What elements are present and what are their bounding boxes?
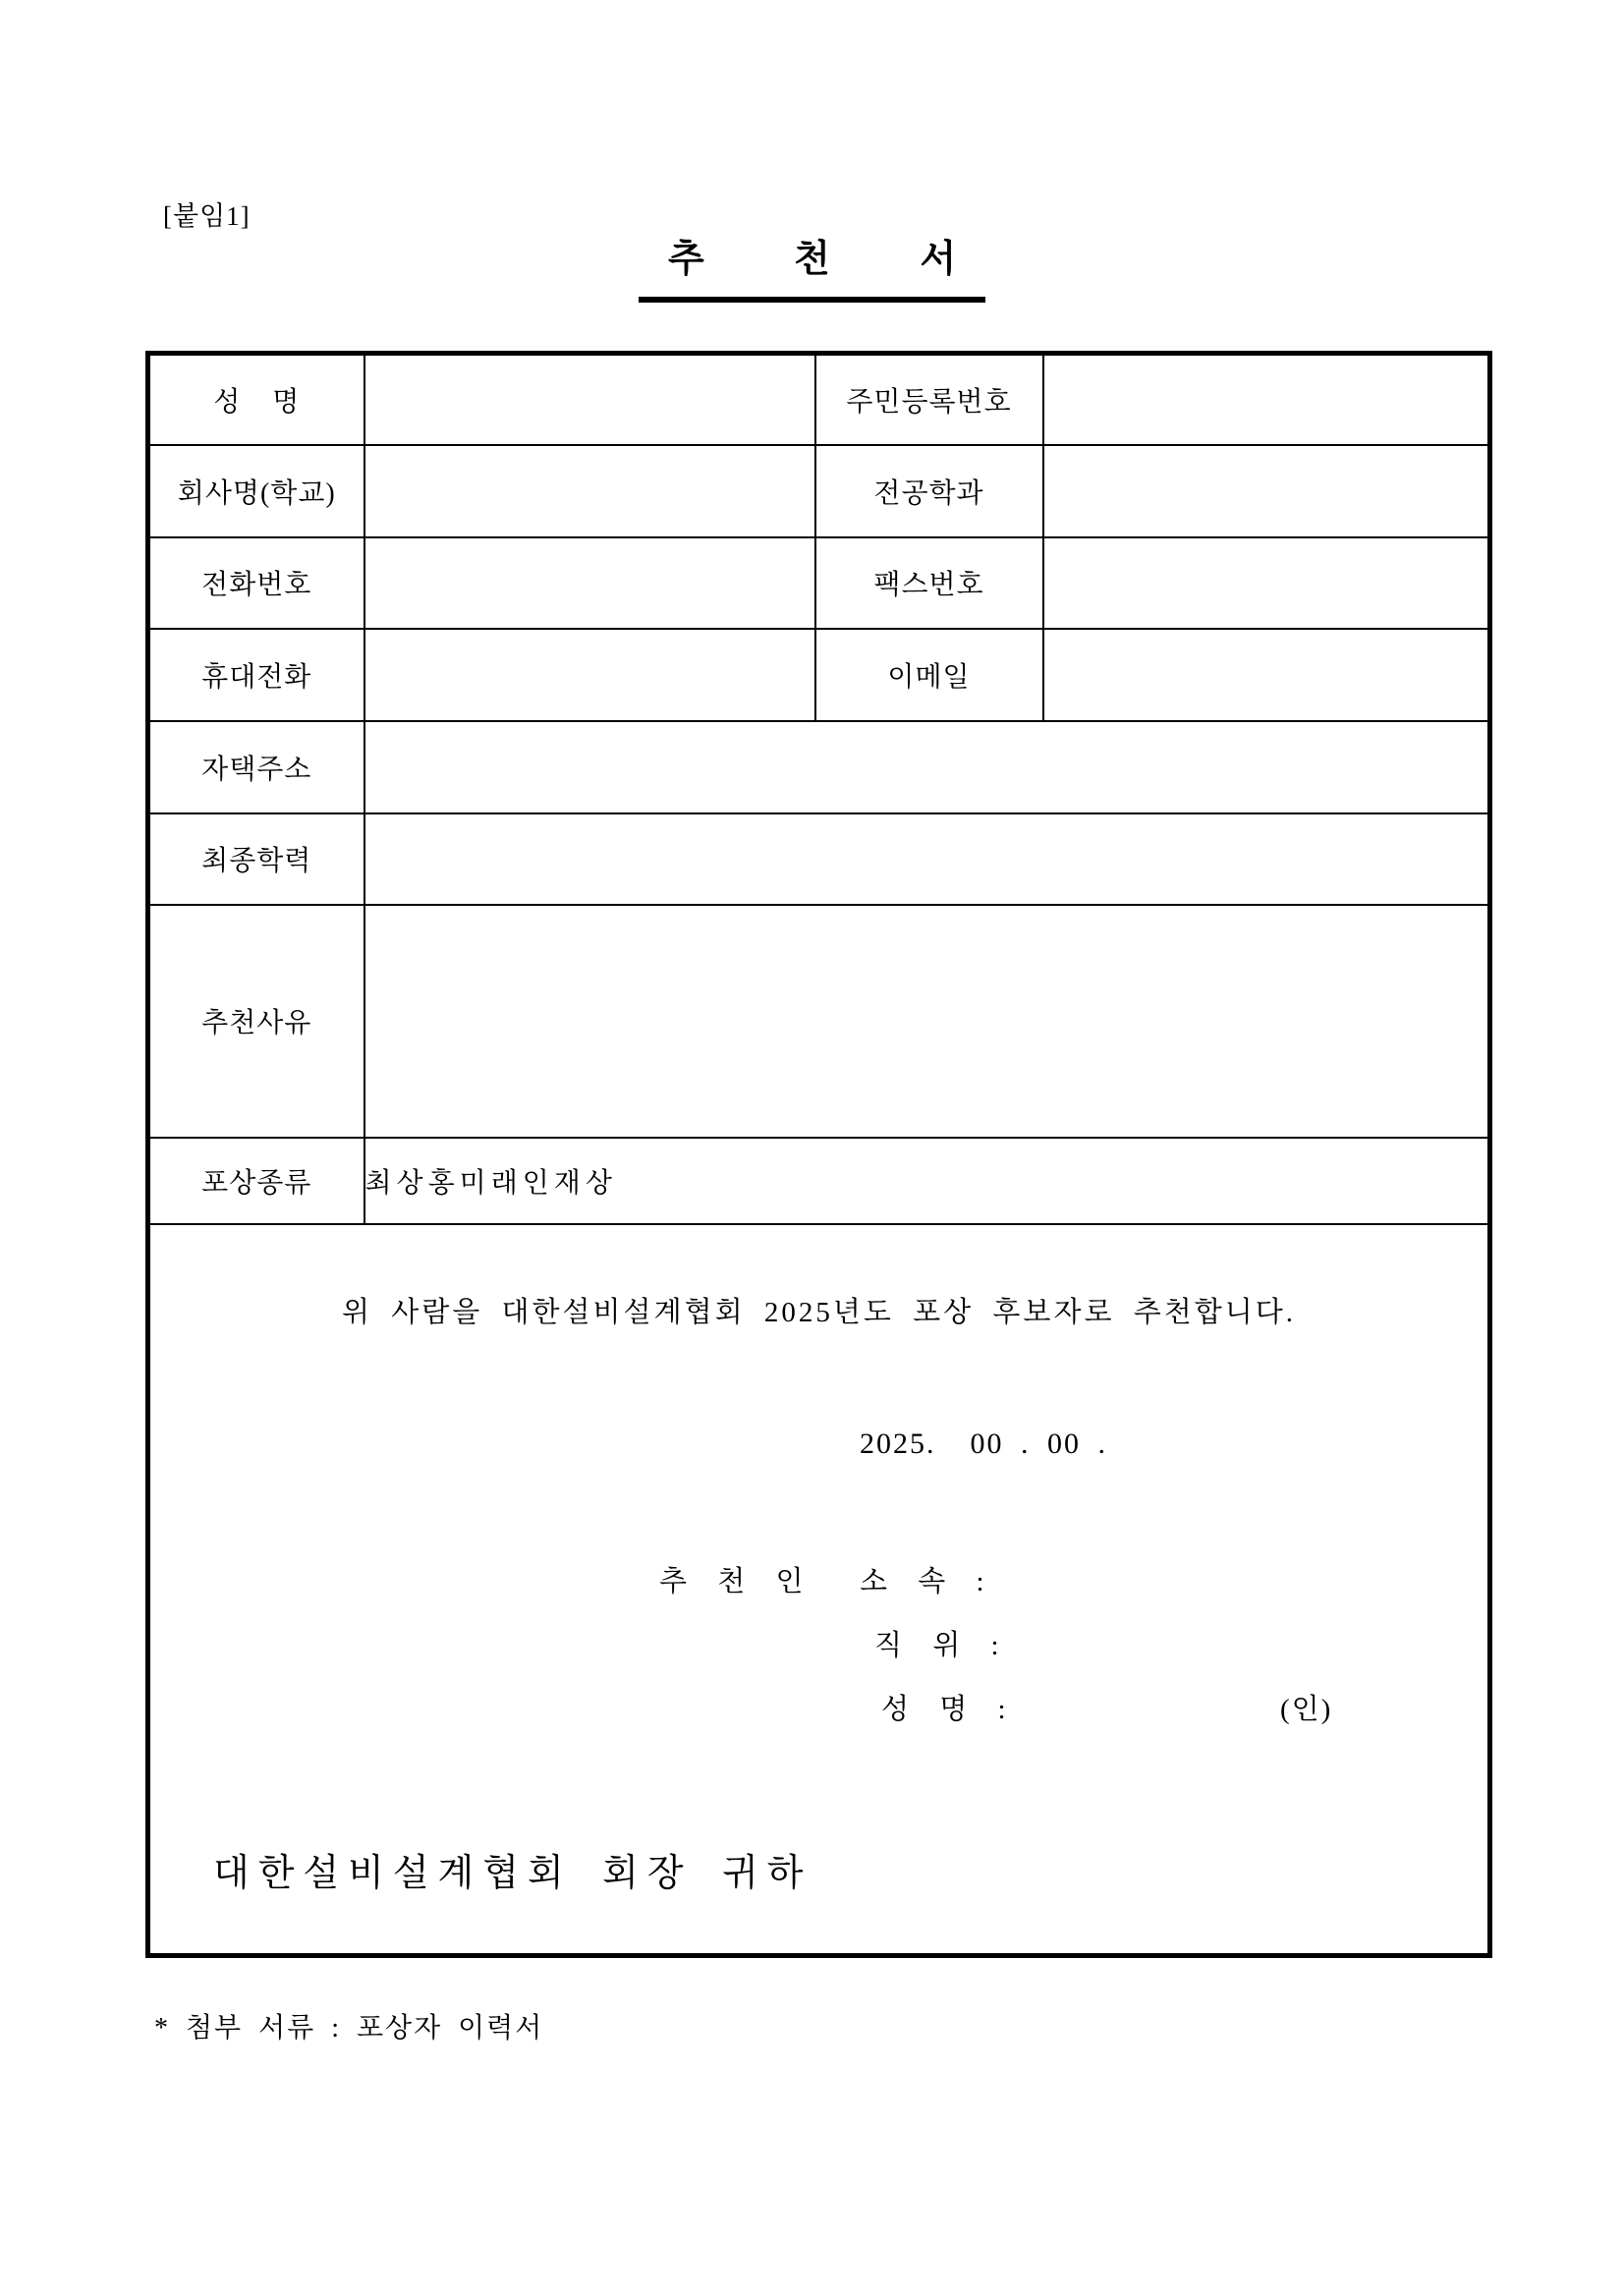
field-value-recommendation-reason <box>364 905 1490 1138</box>
table-row-closing <box>148 1224 1490 1956</box>
table-row <box>148 445 1490 537</box>
field-label-company-school: 회사명(학교) <box>148 445 364 537</box>
recommender-label: 추 천 인 <box>659 1566 808 1598</box>
field-label-phone: 전화번호 <box>148 537 364 629</box>
table-row <box>148 537 1490 629</box>
table-row <box>148 813 1490 905</box>
field-value-award-type: 최상홍미래인재상 <box>364 1138 1490 1224</box>
field-label-name: 성 명 <box>148 354 364 445</box>
page-title: 추 천 서 <box>639 238 985 303</box>
closing-cell <box>148 1224 1490 1956</box>
field-value-major <box>1043 445 1490 537</box>
field-label-fax: 팩스번호 <box>815 537 1043 629</box>
table-row <box>148 905 1490 1138</box>
field-value-phone <box>364 537 815 629</box>
field-label-mobile: 휴대전화 <box>148 629 364 721</box>
field-label-home-address: 자택주소 <box>148 721 364 813</box>
table-row <box>148 354 1490 445</box>
attachment-label: [붙임1] <box>163 201 251 231</box>
field-value-company-school <box>364 445 815 537</box>
field-value-resident-number <box>1043 354 1490 445</box>
closing-statement: 위 사람을 대한설비설계협회 2025년도 포상 후보자로 추천합니다. <box>341 1297 1297 1329</box>
name-label: 성 명 : <box>881 1694 1010 1726</box>
closing-date: 2025. 00 . 00 . <box>860 1428 1107 1461</box>
seal-placeholder: (인) <box>1280 1694 1333 1726</box>
table-row <box>148 721 1490 813</box>
table-row <box>148 629 1490 721</box>
field-label-award-type: 포상종류 <box>148 1138 364 1224</box>
field-value-fax <box>1043 537 1490 629</box>
addressee-line: 대한설비설계협회 회장 귀하 <box>213 1853 812 1895</box>
table-row <box>148 1138 1490 1224</box>
affiliation-label: 소 속 : <box>860 1566 988 1598</box>
field-value-final-education <box>364 813 1490 905</box>
field-label-major: 전공학과 <box>815 445 1043 537</box>
position-label: 직 위 : <box>874 1630 1003 1662</box>
closing-section <box>150 1225 1487 1952</box>
title-wrap <box>0 238 1624 303</box>
field-label-resident-number: 주민등록번호 <box>815 354 1043 445</box>
field-label-final-education: 최종학력 <box>148 813 364 905</box>
field-value-name <box>364 354 815 445</box>
attachment-note: * 첨부 서류 : 포상자 이력서 <box>154 2013 544 2044</box>
field-label-recommendation-reason: 추천사유 <box>148 905 364 1138</box>
field-value-home-address <box>364 721 1490 813</box>
recommendation-form-table <box>145 351 1492 1958</box>
field-value-email <box>1043 629 1490 721</box>
field-label-email: 이메일 <box>815 629 1043 721</box>
field-value-mobile <box>364 629 815 721</box>
